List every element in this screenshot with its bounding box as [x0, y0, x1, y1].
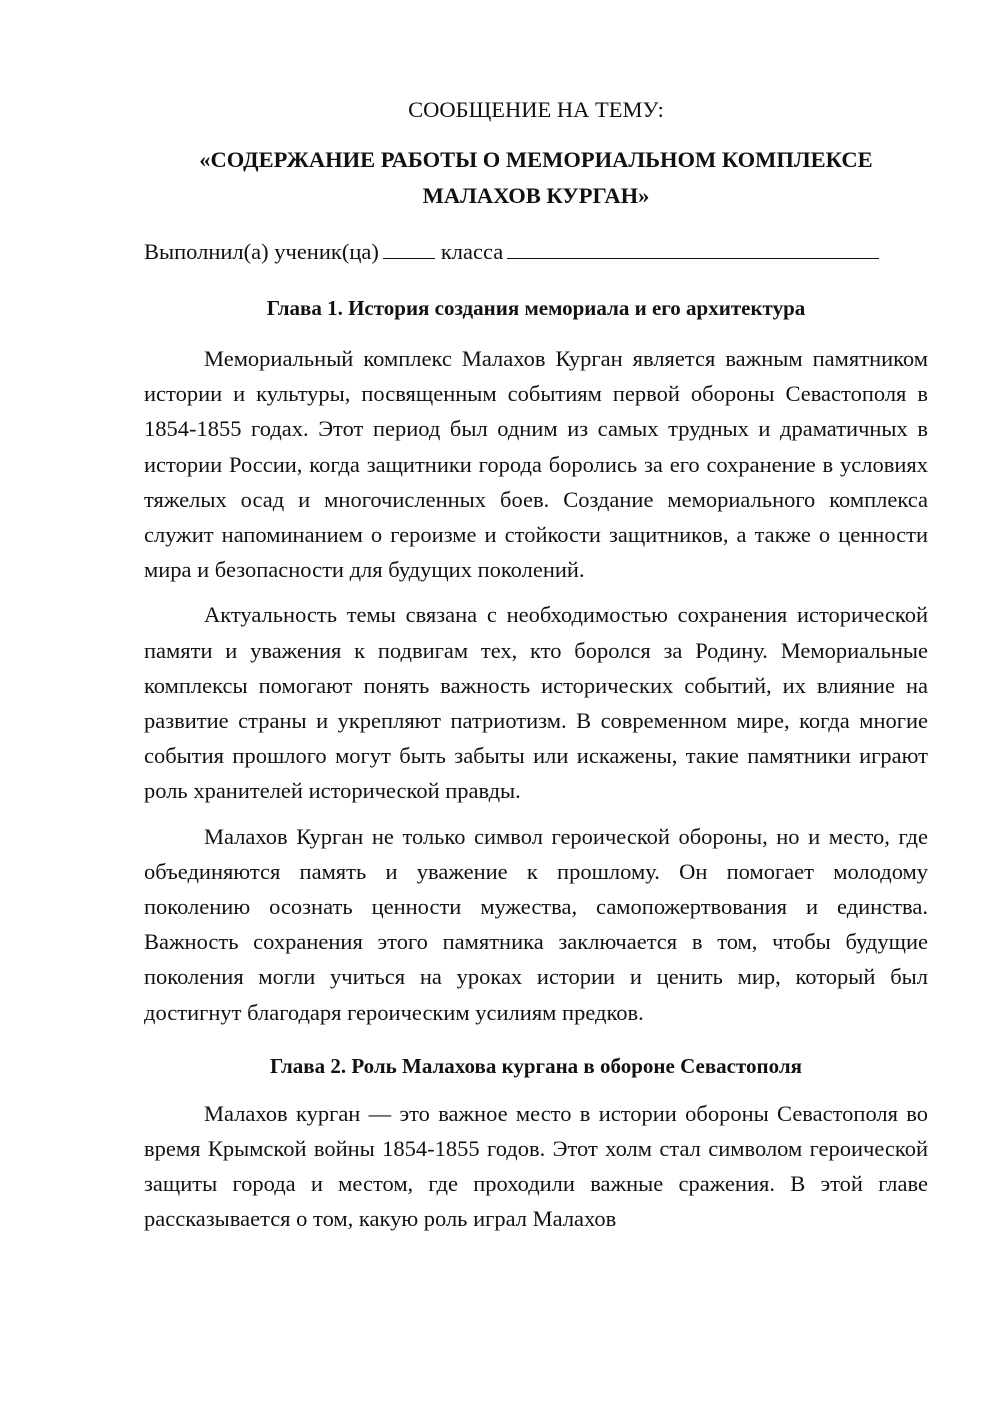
author-prefix: Выполнил(а) ученик(ца)	[144, 239, 379, 264]
chapter-1-paragraph-1: Мемориальный комплекс Малахов Курган является важным памятником истории и культуры, посвященным событиям первой обороны Севастополя в 1854-1855 годах. Этот период был одним из самых трудных и драматичных в истории России, когда защитники города боролись за его сохранение в условиях тяжелых осад и многочисленных боев. Создание мемориального комплекса служит напоминанием о героизме и стойкости защитников, а также о ценности мира и безопасности для будущих поколений.	[144, 346, 928, 583]
author-line	[144, 234, 928, 270]
class-label: класса	[440, 239, 504, 264]
document-subtitle-line-1: «СОДЕРЖАНИЕ РАБОТЫ О МЕМОРИАЛЬНОМ КОМПЛЕКСЕ	[199, 147, 873, 172]
document-content	[144, 92, 928, 1237]
document-title: СООБЩЕНИЕ НА ТЕМУ:	[408, 97, 664, 122]
chapter-1-paragraph-3: Малахов Курган не только символ героической обороны, но и место, где объединяются память и уважение к прошлому. Он помогает молодому поколению осознать ценности мужества, самопожертвования и единства. Важность сохранения этого памятника заключается в том, чтобы будущие поколения могли учиться на уроках истории и ценить мир, который был достигнут благодаря героическим усилиям предков.	[144, 823, 928, 1025]
document-subtitle-line-2: МАЛАХОВ КУРГАН»	[422, 183, 650, 208]
chapter-1-heading: Глава 1. История создания мемориала и его архитектура	[266, 296, 806, 320]
class-number-blank	[383, 240, 435, 259]
student-name-blank	[507, 240, 879, 259]
chapter-1-paragraph-2: Актуальность темы связана с необходимостью сохранения исторической памяти и уважения к подвигам тех, кто боролся за Родину. Мемориальные комплексы помогают понять важность исторических событий, их влияние на развитие страны и укрепляют патриотизм. В современном мире, когда многие события прошлого могут быть забыты или искажены, такие памятники играют роль хранителей исторической правды.	[144, 602, 928, 804]
chapter-2-paragraph-1: Малахов курган — это важное место в истории обороны Севастополя во время Крымской войны 1854-1855 годов. Этот холм стал символом героической защиты города и местом, где проходили важные сражения. В этой главе рассказывается о том, какую роль играл Малахов	[144, 1100, 928, 1232]
chapter-2-heading: Глава 2. Роль Малахова кургана в обороне Севастополя	[269, 1053, 803, 1078]
